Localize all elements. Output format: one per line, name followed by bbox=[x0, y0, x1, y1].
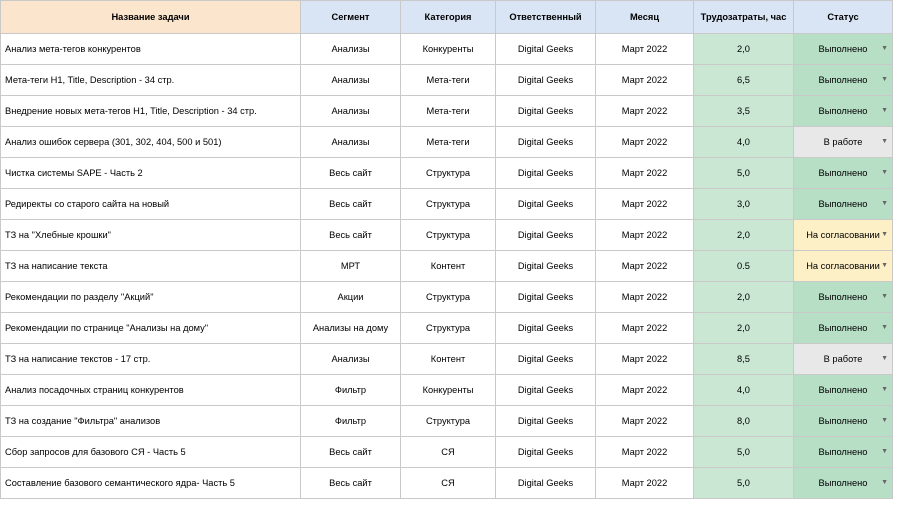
dropdown-arrow-icon[interactable]: ▼ bbox=[881, 324, 888, 331]
table-row bbox=[1, 189, 893, 220]
segment-cell[interactable]: Весь сайт bbox=[301, 468, 401, 499]
segment-cell[interactable]: Анализы bbox=[301, 127, 401, 158]
month-cell[interactable]: Март 2022 bbox=[596, 344, 694, 375]
month-cell[interactable]: Март 2022 bbox=[596, 220, 694, 251]
table-row bbox=[1, 468, 893, 499]
task-cell[interactable]: Чистка системы SAPE - Часть 2 bbox=[1, 158, 301, 189]
dropdown-arrow-icon[interactable]: ▼ bbox=[881, 45, 888, 52]
owner-cell[interactable]: Digital Geeks bbox=[496, 406, 596, 437]
hours-cell[interactable]: 4,0 bbox=[694, 375, 794, 406]
status-dropdown[interactable] bbox=[794, 158, 893, 189]
header-segment[interactable]: Сегмент bbox=[301, 1, 401, 34]
category-cell[interactable]: Контент bbox=[401, 344, 496, 375]
month-cell[interactable]: Март 2022 bbox=[596, 468, 694, 499]
owner-cell[interactable]: Digital Geeks bbox=[496, 251, 596, 282]
month-cell[interactable]: Март 2022 bbox=[596, 34, 694, 65]
dropdown-arrow-icon[interactable]: ▼ bbox=[881, 169, 888, 176]
dropdown-arrow-icon[interactable]: ▼ bbox=[881, 107, 888, 114]
hours-cell[interactable]: 8,5 bbox=[694, 344, 794, 375]
status-dropdown[interactable] bbox=[794, 406, 893, 437]
month-cell[interactable]: Март 2022 bbox=[596, 406, 694, 437]
table-row bbox=[1, 344, 893, 375]
table-row bbox=[1, 437, 893, 468]
status-label: Выполнено bbox=[818, 478, 868, 488]
dropdown-arrow-icon[interactable]: ▼ bbox=[881, 479, 888, 486]
status-dropdown[interactable] bbox=[794, 220, 893, 251]
dropdown-arrow-icon[interactable]: ▼ bbox=[881, 138, 888, 145]
task-cell[interactable]: Рекомендации по странице "Анализы на дому" bbox=[1, 313, 301, 344]
table-row bbox=[1, 34, 893, 65]
month-cell[interactable]: Март 2022 bbox=[596, 375, 694, 406]
segment-cell[interactable]: МРТ bbox=[301, 251, 401, 282]
status-dropdown[interactable] bbox=[794, 437, 893, 468]
category-cell[interactable]: Контент bbox=[401, 251, 496, 282]
status-dropdown[interactable] bbox=[794, 127, 893, 158]
month-cell[interactable]: Март 2022 bbox=[596, 189, 694, 220]
month-cell[interactable]: Март 2022 bbox=[596, 437, 694, 468]
status-label: Выполнено bbox=[818, 323, 868, 333]
dropdown-arrow-icon[interactable]: ▼ bbox=[881, 293, 888, 300]
table-row bbox=[1, 220, 893, 251]
owner-cell[interactable]: Digital Geeks bbox=[496, 127, 596, 158]
status-label: Выполнено bbox=[818, 447, 868, 457]
owner-cell[interactable]: Digital Geeks bbox=[496, 344, 596, 375]
category-cell[interactable]: Структура bbox=[401, 406, 496, 437]
segment-cell[interactable]: Фильтр bbox=[301, 375, 401, 406]
hours-cell[interactable]: 8,0 bbox=[694, 406, 794, 437]
segment-cell[interactable]: Весь сайт bbox=[301, 220, 401, 251]
owner-cell[interactable]: Digital Geeks bbox=[496, 437, 596, 468]
task-cell[interactable]: Внедрение новых мета-тегов H1, Title, Description - 34 стр. bbox=[1, 96, 301, 127]
dropdown-arrow-icon[interactable]: ▼ bbox=[881, 262, 888, 269]
task-cell[interactable]: Составление базового семантического ядра- Часть 5 bbox=[1, 468, 301, 499]
header-owner[interactable]: Ответственный bbox=[496, 1, 596, 34]
status-label: Выполнено bbox=[818, 416, 868, 426]
category-cell[interactable]: Структура bbox=[401, 313, 496, 344]
owner-cell[interactable]: Digital Geeks bbox=[496, 468, 596, 499]
status-dropdown[interactable] bbox=[794, 282, 893, 313]
header-task[interactable]: Название задачи bbox=[1, 1, 301, 34]
status-label: Выполнено bbox=[818, 168, 868, 178]
task-cell[interactable]: Анализ мета-тегов конкурентов bbox=[1, 34, 301, 65]
task-cell[interactable]: ТЗ на написание текста bbox=[1, 251, 301, 282]
category-cell[interactable]: Структура bbox=[401, 158, 496, 189]
task-cell[interactable]: Сбор запросов для базового СЯ - Часть 5 bbox=[1, 437, 301, 468]
table-row bbox=[1, 313, 893, 344]
segment-cell[interactable]: Весь сайт bbox=[301, 437, 401, 468]
hours-cell[interactable]: 5,0 bbox=[694, 158, 794, 189]
status-label: Выполнено bbox=[818, 106, 868, 116]
category-cell[interactable]: Структура bbox=[401, 189, 496, 220]
task-cell[interactable]: Анализ ошибок сервера (301, 302, 404, 500 и 501) bbox=[1, 127, 301, 158]
category-cell[interactable]: Конкуренты bbox=[401, 375, 496, 406]
hours-cell[interactable]: 2,0 bbox=[694, 34, 794, 65]
table-row bbox=[1, 375, 893, 406]
hours-cell[interactable]: 2,0 bbox=[694, 282, 794, 313]
hours-cell[interactable]: 4,0 bbox=[694, 127, 794, 158]
status-label: В работе bbox=[823, 354, 863, 364]
hours-cell[interactable]: 5,0 bbox=[694, 468, 794, 499]
hours-cell[interactable]: 3,5 bbox=[694, 96, 794, 127]
segment-cell[interactable]: Анализы bbox=[301, 34, 401, 65]
table-row bbox=[1, 96, 893, 127]
dropdown-arrow-icon[interactable]: ▼ bbox=[881, 417, 888, 424]
month-cell[interactable]: Март 2022 bbox=[596, 127, 694, 158]
table-row bbox=[1, 127, 893, 158]
owner-cell[interactable]: Digital Geeks bbox=[496, 282, 596, 313]
segment-cell[interactable]: Фильтр bbox=[301, 406, 401, 437]
owner-cell[interactable]: Digital Geeks bbox=[496, 189, 596, 220]
category-cell[interactable]: Структура bbox=[401, 220, 496, 251]
category-cell[interactable]: Мета-теги bbox=[401, 127, 496, 158]
hours-cell[interactable]: 2,0 bbox=[694, 220, 794, 251]
status-label: На согласовании bbox=[806, 230, 880, 240]
status-dropdown[interactable] bbox=[794, 344, 893, 375]
table-row bbox=[1, 251, 893, 282]
hours-cell[interactable]: 2,0 bbox=[694, 313, 794, 344]
owner-cell[interactable]: Digital Geeks bbox=[496, 158, 596, 189]
dropdown-arrow-icon[interactable]: ▼ bbox=[881, 231, 888, 238]
owner-cell[interactable]: Digital Geeks bbox=[496, 220, 596, 251]
status-label: В работе bbox=[823, 137, 863, 147]
status-label: Выполнено bbox=[818, 75, 868, 85]
status-dropdown[interactable] bbox=[794, 189, 893, 220]
month-cell[interactable]: Март 2022 bbox=[596, 313, 694, 344]
owner-cell[interactable]: Digital Geeks bbox=[496, 96, 596, 127]
table-row bbox=[1, 282, 893, 313]
task-cell[interactable]: Редиректы со старого сайта на новый bbox=[1, 189, 301, 220]
table-row bbox=[1, 158, 893, 189]
segment-cell[interactable]: Акции bbox=[301, 282, 401, 313]
task-cell[interactable]: ТЗ на создание "Фильтра" анализов bbox=[1, 406, 301, 437]
status-dropdown[interactable] bbox=[794, 375, 893, 406]
category-cell[interactable]: СЯ bbox=[401, 437, 496, 468]
table-row bbox=[1, 65, 893, 96]
owner-cell[interactable]: Digital Geeks bbox=[496, 34, 596, 65]
task-cell[interactable]: ТЗ на написание текстов - 17 стр. bbox=[1, 344, 301, 375]
status-label: На согласовании bbox=[806, 261, 880, 271]
category-cell[interactable]: Мета-теги bbox=[401, 96, 496, 127]
header-category[interactable]: Категория bbox=[401, 1, 496, 34]
month-cell[interactable]: Март 2022 bbox=[596, 96, 694, 127]
segment-cell[interactable]: Весь сайт bbox=[301, 158, 401, 189]
status-dropdown[interactable] bbox=[794, 468, 893, 499]
month-cell[interactable]: Март 2022 bbox=[596, 282, 694, 313]
header-month[interactable]: Месяц bbox=[596, 1, 694, 34]
category-cell[interactable]: Конкуренты bbox=[401, 34, 496, 65]
task-cell[interactable]: Мета-теги H1, Title, Description - 34 стр. bbox=[1, 65, 301, 96]
month-cell[interactable]: Март 2022 bbox=[596, 65, 694, 96]
status-dropdown[interactable] bbox=[794, 96, 893, 127]
segment-cell[interactable]: Анализы на дому bbox=[301, 313, 401, 344]
header-hours[interactable]: Трудозатраты, час bbox=[694, 1, 794, 34]
status-label: Выполнено bbox=[818, 199, 868, 209]
segment-cell[interactable]: Анализы bbox=[301, 344, 401, 375]
owner-cell[interactable]: Digital Geeks bbox=[496, 313, 596, 344]
header-status[interactable]: Статус bbox=[794, 1, 893, 34]
owner-cell[interactable]: Digital Geeks bbox=[496, 375, 596, 406]
dropdown-arrow-icon[interactable]: ▼ bbox=[881, 448, 888, 455]
category-cell[interactable]: Мета-теги bbox=[401, 65, 496, 96]
status-dropdown[interactable] bbox=[794, 65, 893, 96]
dropdown-arrow-icon[interactable]: ▼ bbox=[881, 355, 888, 362]
task-cell[interactable]: Анализ посадочных страниц конкурентов bbox=[1, 375, 301, 406]
status-label: Выполнено bbox=[818, 292, 868, 302]
task-cell[interactable]: Рекомендации по разделу "Акций" bbox=[1, 282, 301, 313]
category-cell[interactable]: Структура bbox=[401, 282, 496, 313]
status-dropdown[interactable] bbox=[794, 251, 893, 282]
dropdown-arrow-icon[interactable]: ▼ bbox=[881, 200, 888, 207]
status-label: Выполнено bbox=[818, 44, 868, 54]
hours-cell[interactable]: 3,0 bbox=[694, 189, 794, 220]
task-cell[interactable]: ТЗ на "Хлебные крошки" bbox=[1, 220, 301, 251]
hours-cell[interactable]: 5,0 bbox=[694, 437, 794, 468]
owner-cell[interactable]: Digital Geeks bbox=[496, 65, 596, 96]
table-row bbox=[1, 406, 893, 437]
hours-cell[interactable]: 6,5 bbox=[694, 65, 794, 96]
segment-cell[interactable]: Весь сайт bbox=[301, 189, 401, 220]
hours-cell[interactable]: 0.5 bbox=[694, 251, 794, 282]
status-dropdown[interactable] bbox=[794, 34, 893, 65]
category-cell[interactable]: СЯ bbox=[401, 468, 496, 499]
dropdown-arrow-icon[interactable]: ▼ bbox=[881, 76, 888, 83]
header-row bbox=[1, 1, 893, 34]
dropdown-arrow-icon[interactable]: ▼ bbox=[881, 386, 888, 393]
segment-cell[interactable]: Анализы bbox=[301, 96, 401, 127]
month-cell[interactable]: Март 2022 bbox=[596, 251, 694, 282]
segment-cell[interactable]: Анализы bbox=[301, 65, 401, 96]
status-dropdown[interactable] bbox=[794, 313, 893, 344]
month-cell[interactable]: Март 2022 bbox=[596, 158, 694, 189]
status-label: Выполнено bbox=[818, 385, 868, 395]
